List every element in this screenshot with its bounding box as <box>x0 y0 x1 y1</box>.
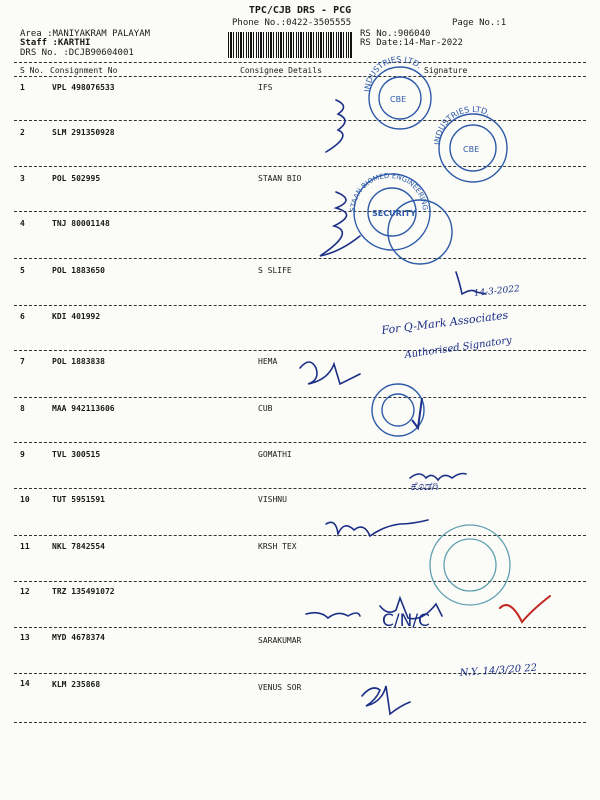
row-sno: 5 <box>20 266 25 275</box>
row-consignment: NKL 7842554 <box>52 542 105 551</box>
svg-text:SECURITY: SECURITY <box>372 209 416 218</box>
page-number: Page No.:1 <box>452 18 507 28</box>
row-sno: 11 <box>20 542 30 551</box>
row-consignee: GOMATHI <box>258 450 292 459</box>
row-sno: 1 <box>20 83 25 92</box>
row-consignment: KLM 235868 <box>52 680 101 689</box>
row-consignee: HEMA <box>258 357 278 366</box>
signature-row14 <box>362 686 410 714</box>
cnic-note: C/N/C <box>382 611 430 631</box>
company-stamp-1 <box>363 55 431 129</box>
company-stamp-2 <box>433 105 507 182</box>
row-consignment: MAA 942113606 <box>52 404 115 413</box>
row-consignee: CUB <box>258 404 273 413</box>
row-consignment: POL 1883838 <box>52 357 105 366</box>
staff: Staff :KARTHI <box>20 38 91 48</box>
row-consignment: TUT 5951591 <box>52 495 105 504</box>
engineering-security-stamp <box>349 172 452 264</box>
phone-number: Phone No.:0422-3505555 <box>232 18 352 28</box>
cub-stamp <box>372 384 424 436</box>
row-sno: 6 <box>20 312 25 321</box>
row13-note: N.Y. 14/3/20 22 <box>459 662 538 679</box>
signature-row7 <box>300 362 360 384</box>
row-consignment: TVL 300515 <box>52 450 101 459</box>
area: Area :MANIYAKRAM PALAYAM <box>20 29 151 39</box>
q-mark-note: For Q-Mark Associates <box>380 308 509 337</box>
row-consignee: VENUS SOR <box>258 683 302 692</box>
rs-date: RS Date:14-Mar-2022 <box>360 38 463 48</box>
row-sno: 8 <box>20 404 25 413</box>
row-consignment: VPL 498076533 <box>52 83 115 92</box>
svg-text:STAAN BIOMED ENGINEERING: STAAN BIOMED ENGINEERING <box>348 171 430 213</box>
col-sno: S No. <box>20 66 45 75</box>
row-consignment: POL 1883650 <box>52 266 105 275</box>
row-sno: 10 <box>20 495 30 504</box>
tick-mark-red <box>500 596 550 622</box>
row-sno: 14 <box>20 679 30 688</box>
row-sno: 4 <box>20 219 25 228</box>
row-consignee: IFS <box>258 83 273 92</box>
col-signature: Signature <box>424 66 468 75</box>
row-consignee: SARAKUMAR <box>258 636 302 645</box>
row-consignment: MYD 4678374 <box>52 633 105 642</box>
date-note: 14-3-2022 <box>473 284 521 299</box>
row-sno: 3 <box>20 174 25 183</box>
signature-row10 <box>326 520 428 536</box>
row-sno: 9 <box>20 450 25 459</box>
signature-row1 <box>326 100 345 152</box>
row-sno: 12 <box>20 587 30 596</box>
drs-number: DRS No. :DCJB90604001 <box>20 48 134 58</box>
page-title: TPC/CJB DRS - PCG <box>248 5 352 16</box>
row-consignment: SLM 291350928 <box>52 128 115 137</box>
col-consignee: Consignee Details <box>240 66 322 75</box>
col-consignment: Consignment No <box>50 66 118 75</box>
row-consignment: KDI 401992 <box>52 312 101 321</box>
signature-row12b <box>306 613 360 618</box>
authorised-note: Authorised Signatory <box>403 335 513 361</box>
row-consignment: TNJ 80001148 <box>52 219 110 228</box>
row-consignment: TRZ 135491072 <box>52 587 115 596</box>
row-sno: 13 <box>20 633 30 642</box>
row-consignee: VISHNU <box>258 495 287 504</box>
row9-signature-text: ಕೊಡಗಿ <box>410 479 438 493</box>
row-consignee: S SLIFE <box>258 266 292 275</box>
engineering-stamp-2 <box>430 525 510 605</box>
svg-text:INDUSTRIES LTD.: INDUSTRIES LTD. <box>362 54 424 93</box>
row-sno: 2 <box>20 128 25 137</box>
row-consignee: KRSH TEX <box>258 542 297 551</box>
svg-text:CBE: CBE <box>390 95 407 104</box>
svg-text:CBE: CBE <box>463 145 480 154</box>
row-consignee: STAAN BIO <box>258 174 302 183</box>
row-consignment: POL 502995 <box>52 174 101 183</box>
rs-number: RS No.:906040 <box>360 29 431 39</box>
row-sno: 7 <box>20 357 25 366</box>
svg-text:INDUSTRIES LTD.: INDUSTRIES LTD. <box>432 104 492 146</box>
